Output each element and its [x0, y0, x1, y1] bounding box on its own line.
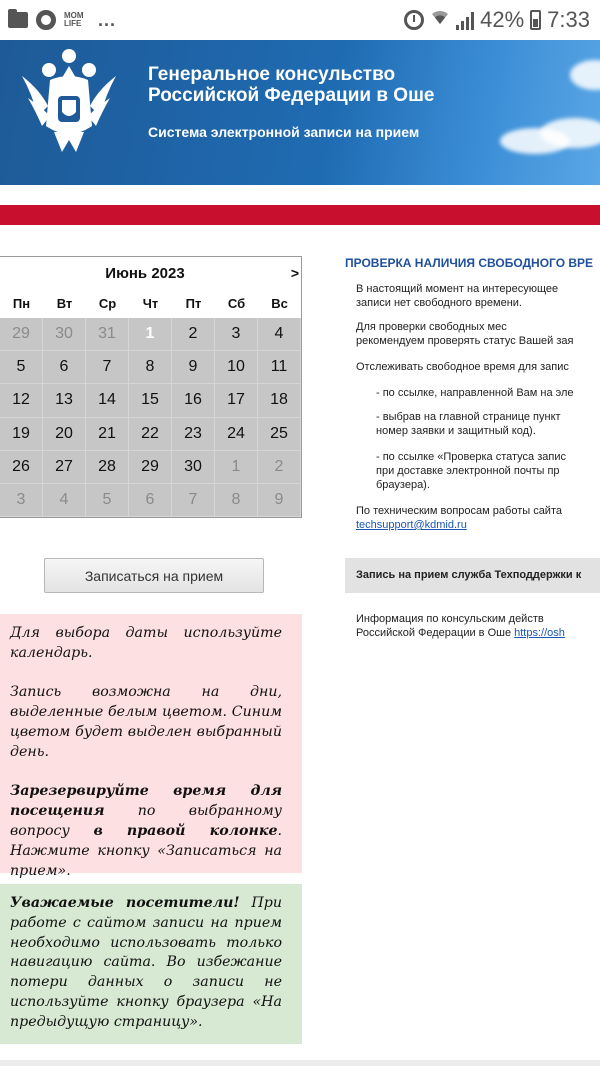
weekday-label: Сб	[227, 296, 246, 311]
panel-list-item: - выбрав на главной странице пункт	[376, 411, 561, 423]
warning-paragraph	[10, 894, 282, 1033]
calendar-day[interactable]: 13	[43, 384, 86, 417]
calendar-day: 6	[129, 484, 172, 517]
calendar-day[interactable]: 15	[129, 384, 172, 417]
calendar-day: 9	[258, 484, 301, 517]
battery-icon	[530, 10, 541, 30]
calendar-day: 3	[0, 484, 43, 517]
calendar-day[interactable]: 19	[0, 418, 43, 451]
calendar-day[interactable]: 24	[215, 418, 258, 451]
calendar-next-month-button[interactable]: >	[290, 265, 299, 281]
panel-list-item: при доставке электронной почты пр	[376, 465, 560, 477]
calendar-day-today[interactable]: 1	[129, 318, 172, 351]
site-header	[0, 40, 600, 185]
calendar-day[interactable]: 18	[258, 384, 301, 417]
calendar-day[interactable]: 11	[258, 351, 301, 384]
cloud-decoration	[570, 60, 600, 90]
weekday-label: Пт	[185, 296, 202, 311]
title-line-1: Генеральное консульство	[148, 64, 396, 85]
status-right	[404, 6, 590, 34]
calendar-day[interactable]: 10	[215, 351, 258, 384]
calendar-day[interactable]: 8	[129, 351, 172, 384]
panel-text-line: В настоящий момент на интересующее	[356, 283, 559, 295]
calendar-day[interactable]: 12	[0, 384, 43, 417]
warning-text: При работе с сайтом записи на прием необходимо использовать только навигацию сайта. Во избежание потери данных о записи не используйте кнопку браузера «На предыдущую страницу».	[10, 895, 282, 1030]
calendar-day[interactable]: 26	[0, 451, 43, 484]
weekday-label: Пн	[12, 296, 31, 311]
calendar-day: 29	[0, 318, 43, 351]
calendar-day: 7	[172, 484, 215, 517]
calendar-day[interactable]: 3	[215, 318, 258, 351]
calendar-day: 2	[258, 451, 301, 484]
status-bar	[0, 0, 600, 40]
panel-text-line: Для проверки свободных мес	[356, 321, 507, 333]
support-booking-band[interactable]	[345, 558, 600, 593]
calendar-day[interactable]: 23	[172, 418, 215, 451]
calendar-day[interactable]: 30	[172, 451, 215, 484]
support-email-line	[356, 518, 467, 532]
panel-text-line: рекомендуем проверять статус Вашей зая	[356, 335, 574, 347]
calendar-days-grid	[0, 318, 301, 517]
availability-heading: ПРОВЕРКА НАЛИЧИЯ СВОБОДНОГО ВРЕ	[345, 256, 594, 270]
calendar-day[interactable]: 20	[43, 418, 86, 451]
calendar-day: 4	[43, 484, 86, 517]
disc-icon	[36, 10, 56, 30]
support-booking-label: Запись на прием служба Техподдержки к	[356, 569, 582, 581]
bottom-divider	[0, 1060, 600, 1066]
weekday-label: Чт	[142, 296, 159, 311]
panel-list-item: номер заявки и защитный код).	[376, 425, 536, 437]
consulate-site-link[interactable]: https://osh	[514, 627, 565, 639]
status-left	[8, 8, 116, 32]
calendar-day: 30	[43, 318, 86, 351]
calendar-header	[0, 257, 301, 289]
momlife-app-icon: MOM LIFE	[64, 11, 84, 28]
availability-panel	[345, 256, 600, 656]
signal-icon	[456, 10, 474, 30]
alarm-icon	[404, 10, 424, 30]
consulate-title	[148, 64, 434, 106]
weekday-label: Ср	[98, 296, 117, 311]
clock: 7:33	[547, 7, 590, 32]
calendar-day[interactable]: 29	[129, 451, 172, 484]
panel-text-line: записи нет свободного времени.	[356, 297, 522, 309]
russian-coat-of-arms-icon	[18, 46, 120, 156]
calendar-day[interactable]: 6	[43, 351, 86, 384]
instruction-text: по выбранному вопросу	[10, 803, 282, 839]
calendar-instructions-note	[0, 614, 302, 879]
warning-bold: Уважаемые посетители!	[10, 895, 240, 911]
calendar-day[interactable]: 7	[86, 351, 129, 384]
calendar-day[interactable]: 16	[172, 384, 215, 417]
red-divider-bar	[0, 205, 600, 225]
calendar-day[interactable]: 4	[258, 318, 301, 351]
panel-text-line	[356, 626, 565, 640]
instruction-text: . Нажмите кнопку «Записаться на прием».	[10, 822, 283, 879]
weekday-label: Вт	[56, 296, 73, 311]
calendar-month-label: Июнь 2023	[105, 265, 185, 282]
calendar	[0, 256, 302, 518]
wifi-icon	[430, 8, 450, 32]
footer-text: Российской Федерации в Оше	[356, 627, 515, 639]
calendar-day[interactable]: 21	[86, 418, 129, 451]
folder-icon	[8, 12, 28, 28]
calendar-day[interactable]: 14	[86, 384, 129, 417]
more-notifications: ...	[98, 9, 117, 30]
panel-text-line: Отслеживать свободное время для запис	[356, 361, 569, 373]
visitor-warning-note	[0, 884, 302, 1044]
panel-text-line: По техническим вопросам работы сайта	[356, 505, 562, 517]
calendar-day[interactable]: 9	[172, 351, 215, 384]
instruction-paragraph	[10, 782, 282, 881]
instruction-paragraph: Запись возможна на дни, выделенные белым цветом. Синим цветом будет выделен выбранный день.	[10, 684, 282, 760]
panel-list-item: - по ссылке «Проверка статуса запис	[376, 451, 566, 463]
calendar-day[interactable]: 28	[86, 451, 129, 484]
battery-percent: 42%	[480, 7, 525, 32]
calendar-day[interactable]: 27	[43, 451, 86, 484]
book-appointment-button[interactable]: Записаться на прием	[44, 558, 264, 593]
panel-text-line: Информация по консульским действ	[356, 613, 544, 625]
support-email-link[interactable]: techsupport@kdmid.ru	[356, 519, 467, 531]
instruction-paragraph: Для выбора даты используйте календарь.	[10, 625, 282, 661]
calendar-day: 8	[215, 484, 258, 517]
calendar-day: 5	[86, 484, 129, 517]
calendar-day[interactable]: 2	[172, 318, 215, 351]
title-line-2: Российской Федерации в Оше	[148, 85, 435, 106]
calendar-weekdays	[0, 289, 301, 318]
weekday-label: Вс	[271, 296, 288, 311]
calendar-day: 31	[86, 318, 129, 351]
system-subtitle: Система электронной записи на прием	[148, 124, 420, 140]
instruction-bold: в правой колонке	[93, 822, 278, 839]
panel-list-item: браузера).	[376, 479, 430, 491]
calendar-day[interactable]: 25	[258, 418, 301, 451]
calendar-day: 1	[215, 451, 258, 484]
calendar-day[interactable]: 5	[0, 351, 43, 384]
calendar-day[interactable]: 22	[129, 418, 172, 451]
calendar-day[interactable]: 17	[215, 384, 258, 417]
panel-list-item: - по ссылке, направленной Вам на эле	[376, 387, 574, 399]
instruction-bold: Зарезервируйте время для посещения	[10, 783, 282, 820]
